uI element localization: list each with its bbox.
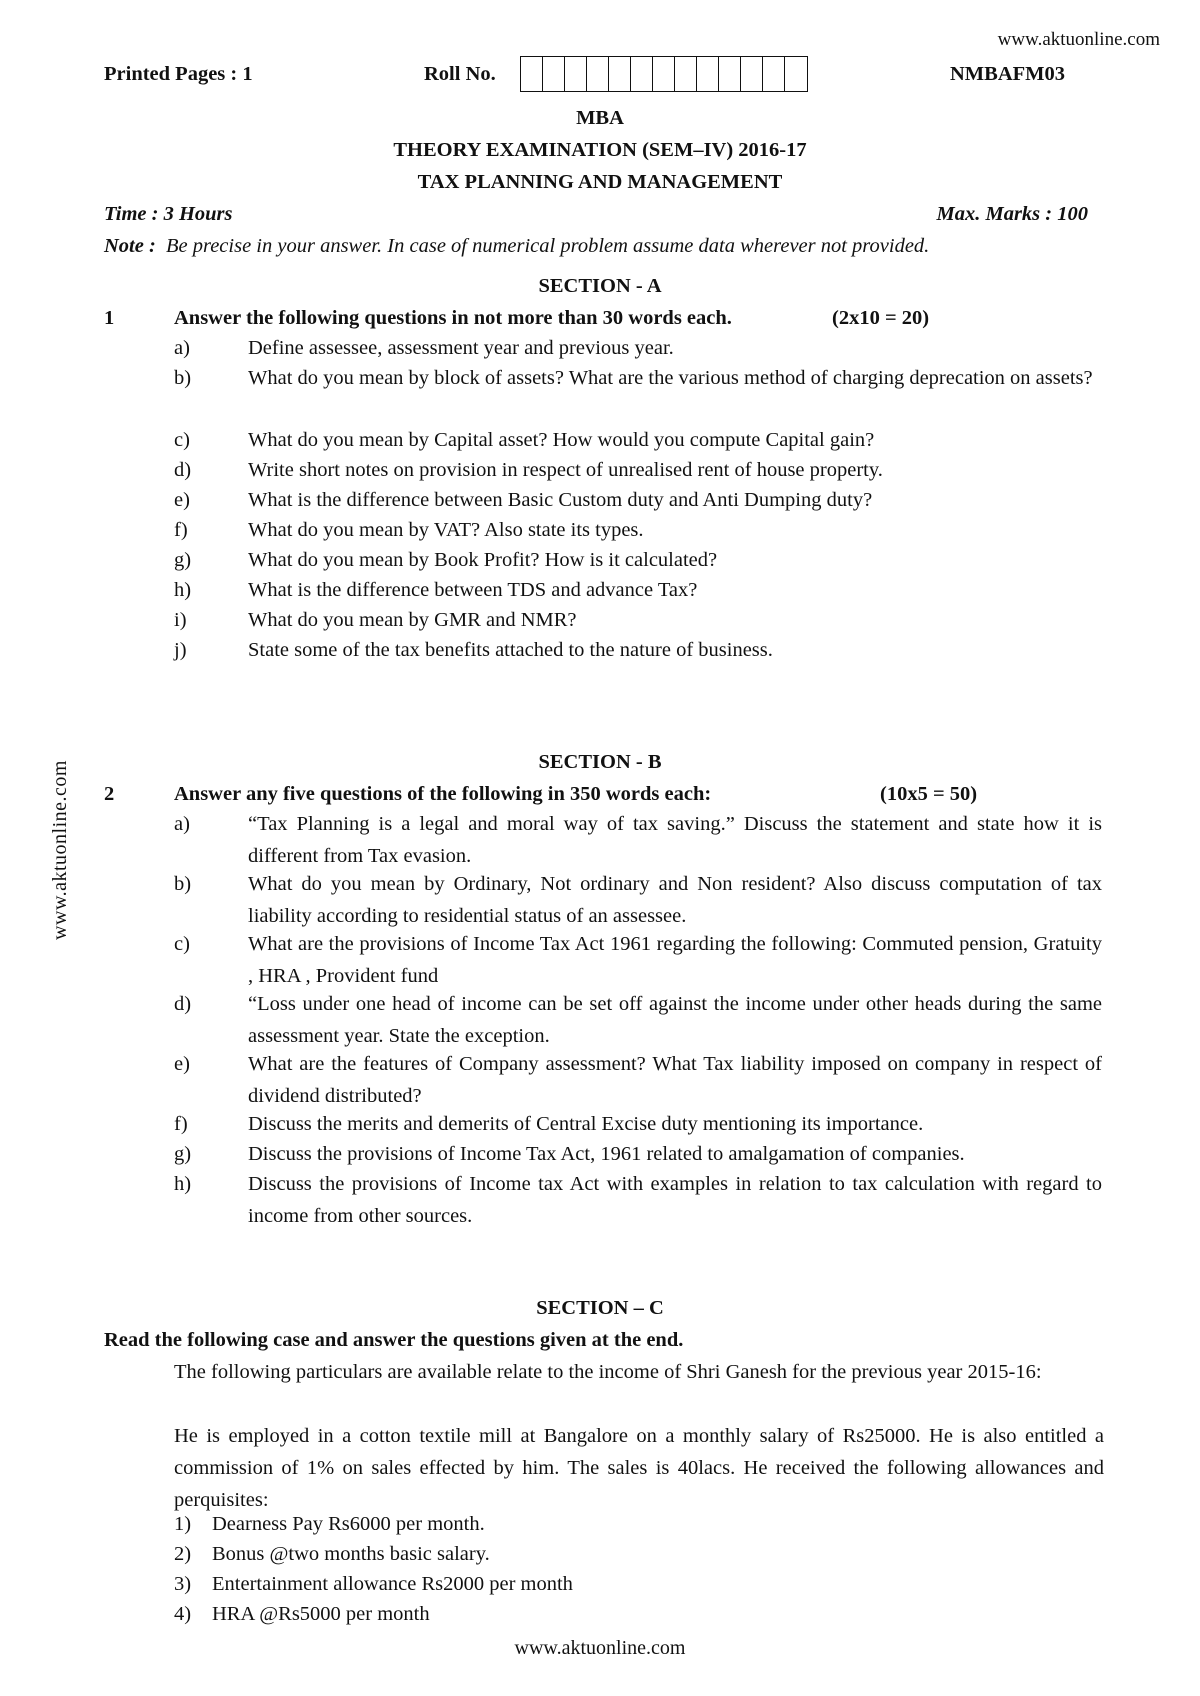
item-label: g) [174, 1143, 192, 1165]
roll-number-box[interactable] [609, 57, 631, 91]
question-text: Answer any five questions of the following in 350 words each: [174, 783, 712, 805]
item-label: f) [174, 1113, 188, 1135]
roll-number-box[interactable] [719, 57, 741, 91]
item-text: Write short notes on provision in respect of unrealised rent of house property. [248, 459, 883, 481]
section-c-heading: SECTION – C [536, 1297, 664, 1319]
list-number: 2) [174, 1543, 192, 1565]
roll-number-box[interactable] [565, 57, 587, 91]
item-text: What do you mean by Ordinary, Not ordinary and Non resident? Also discuss computation of tax liability according to residential status of an assessee. [248, 873, 1102, 927]
roll-number-box[interactable] [763, 57, 785, 91]
case-paragraph-2: He is employed in a cotton textile mill at Bangalore on a monthly salary of Rs25000. He is also entitled a commission of 1% on sales effected by him. The sales is 40lacs. He received the following allowances and perquisites: [174, 1425, 1104, 1511]
section-a-heading: SECTION - A [538, 275, 662, 297]
item-text: What do you mean by block of assets? What are the various method of charging deprecation on assets? [248, 367, 1093, 389]
item-label: a) [174, 337, 190, 359]
item-text: What is the difference between Basic Custom duty and Anti Dumping duty? [248, 489, 873, 511]
subject-title: TAX PLANNING AND MANAGEMENT [417, 171, 783, 193]
item-text: What do you mean by Book Profit? How is it calculated? [248, 549, 718, 571]
list-number: 4) [174, 1603, 192, 1625]
roll-number-box[interactable] [587, 57, 609, 91]
roll-number-box[interactable] [631, 57, 653, 91]
item-label: e) [174, 489, 190, 511]
item-text: What are the provisions of Income Tax Act 1961 regarding the following: Commuted pension, Gratuity , HRA , Provident fund [248, 933, 1102, 987]
question-number: 2 [104, 783, 115, 805]
exam-title: THEORY EXAMINATION (SEM–IV) 2016-17 [393, 139, 807, 161]
item-label: i) [174, 609, 187, 631]
list-number: 1) [174, 1513, 192, 1535]
item-text: Discuss the provisions of Income tax Act with examples in relation to tax calculation with regard to income from other sources. [248, 1173, 1102, 1227]
roll-number-box[interactable] [653, 57, 675, 91]
item-text: “Loss under one head of income can be set off against the income under other heads during the same assessment year. State the exception. [248, 993, 1102, 1047]
roll-number-box[interactable] [741, 57, 763, 91]
item-text: What do you mean by GMR and NMR? [248, 609, 577, 631]
section-b-heading: SECTION - B [538, 751, 662, 773]
course-title: MBA [576, 107, 624, 129]
header-row [104, 56, 1094, 92]
item-label: h) [174, 1173, 192, 1195]
roll-number-box[interactable] [543, 57, 565, 91]
exam-time: Time : 3 Hours [104, 203, 233, 225]
item-text: What is the difference between TDS and advance Tax? [248, 579, 698, 601]
case-instruction: Read the following case and answer the questions given at the end. [104, 1329, 684, 1351]
max-marks: Max. Marks : 100 [936, 203, 1088, 225]
note-text: Be precise in your answer. In case of numerical problem assume data wherever not provided. [166, 235, 930, 257]
item-text: What do you mean by Capital asset? How would you compute Capital gain? [248, 429, 875, 451]
item-text: Discuss the provisions of Income Tax Act, 1961 related to amalgamation of companies. [248, 1143, 965, 1165]
item-label: j) [174, 639, 187, 661]
item-label: d) [174, 993, 192, 1015]
list-text: Bonus @two months basic salary. [212, 1543, 490, 1565]
item-label: e) [174, 1053, 190, 1075]
roll-number-label: Roll No. [424, 63, 496, 85]
roll-number-box[interactable] [675, 57, 697, 91]
item-label: f) [174, 519, 188, 541]
item-label: b) [174, 367, 192, 389]
item-label: d) [174, 459, 192, 481]
item-label: g) [174, 549, 192, 571]
roll-number-box[interactable] [697, 57, 719, 91]
list-text: Entertainment allowance Rs2000 per month [212, 1573, 573, 1595]
item-text: State some of the tax benefits attached to the nature of business. [248, 639, 773, 661]
list-text: Dearness Pay Rs6000 per month. [212, 1513, 485, 1535]
watermark-top: www.aktuonline.com [997, 29, 1160, 50]
question-text: Answer the following questions in not more than 30 words each. [174, 307, 732, 329]
item-label: c) [174, 429, 190, 451]
paper-code: NMBAFM03 [950, 63, 1066, 85]
item-text: “Tax Planning is a legal and moral way of tax saving.” Discuss the statement and state how it is different from Tax evasion. [248, 813, 1102, 867]
note-label: Note : [104, 235, 156, 257]
roll-number-boxes [520, 56, 808, 92]
question-number: 1 [104, 307, 115, 329]
item-text: What do you mean by VAT? Also state its types. [248, 519, 644, 541]
list-text: HRA @Rs5000 per month [212, 1603, 430, 1625]
case-paragraph-1: The following particulars are available relate to the income of Shri Ganesh for the previous year 2015-16: [174, 1361, 1042, 1383]
watermark-bottom: www.aktuonline.com [514, 1637, 686, 1659]
printed-pages: Printed Pages : 1 [104, 63, 253, 85]
watermark-side: www.aktuonline.com [49, 760, 71, 940]
item-label: b) [174, 873, 192, 895]
item-label: a) [174, 813, 190, 835]
roll-number-box[interactable] [785, 57, 807, 91]
item-label: h) [174, 579, 192, 601]
item-text: What are the features of Company assessment? What Tax liability imposed on company in respect of dividend distributed? [248, 1053, 1102, 1107]
list-number: 3) [174, 1573, 192, 1595]
item-label: c) [174, 933, 190, 955]
item-text: Define assessee, assessment year and previous year. [248, 337, 674, 359]
time-marks-row [104, 198, 1088, 230]
exam-note [104, 230, 1104, 262]
question-marks: (10x5 = 50) [880, 783, 978, 805]
item-text: Discuss the merits and demerits of Central Excise duty mentioning its importance. [248, 1113, 924, 1135]
question-marks: (2x10 = 20) [832, 307, 930, 329]
roll-number-box[interactable] [521, 57, 543, 91]
